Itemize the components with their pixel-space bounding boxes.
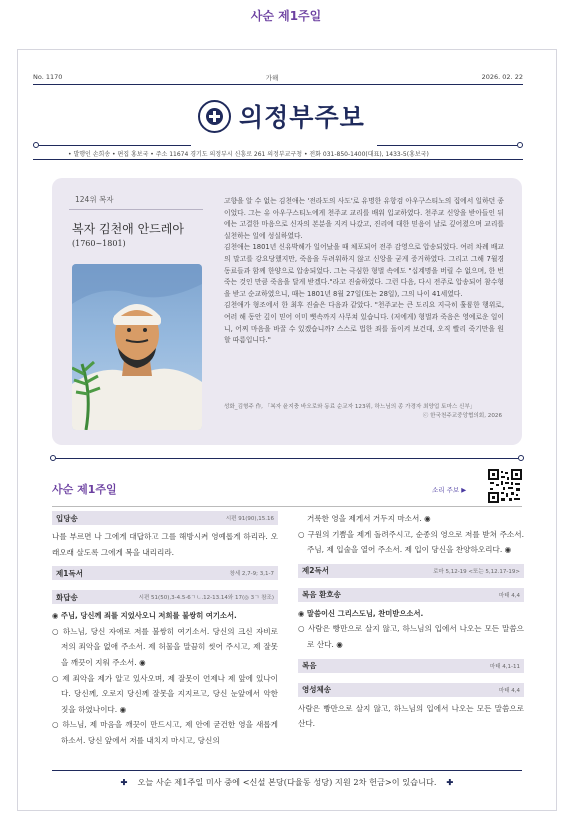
masthead-logo [198, 98, 365, 134]
artwork-credit: 성화_김형주 作, 「복자 윤지충 바오로와 동료 순교자 123위, 하느님의 종 가경자 최양업 토마스 신부」 [224, 404, 476, 410]
masthead-title: 의정부주보 [239, 103, 365, 132]
divider [33, 84, 523, 85]
acclamation-response: ◉ 말씀이신 그리스도님, 찬미받으소서. [298, 608, 424, 618]
gospel-acclamation-label: 복음 환호송 마태 4,4 [298, 588, 524, 602]
entrance-antiphon-text: 나를 부르면 나 그에게 대답하고 그를 해방시켜 영예롭게 하리라. 오래오래 살도록 그에게 복을 내리리라. [52, 532, 278, 557]
issue-date: 2026. 02. 22 [481, 73, 523, 81]
psalm-verse: ○ 제 죄악을 제가 알고 있사오며, 제 잘못이 언제나 제 앞에 있나이다. 당신께, 오로지 당신께 잘못을 지지르고, 당신 눈앞에서 악한 짓을 하였나이다. ◉ [52, 673, 278, 714]
saint-name: 복자 김천애 안드레아 [72, 222, 184, 236]
psalm-verse: 거룩한 영을 제게서 거두지 마소서. ◉ [307, 514, 431, 523]
issue-number: No. 1170 [33, 73, 63, 81]
acclamation-verse: ○ 사람은 빵만으로 살지 않고, 하느님의 입에서 나오는 모든 말씀으로 산다. ◉ [298, 624, 524, 649]
copyright: ⓒ 한국천주교중앙협의회, 2026 [422, 413, 502, 419]
communion-antiphon-text: 사람은 빵만으로 살지 않고, 하느님의 입에서 나오는 모든 말씀으로 산다. [298, 703, 524, 729]
audio-bulletin-link[interactable]: 소리 주보 ▶ [432, 486, 467, 494]
communion-antiphon-label: 영성체송 마태 4,4 [298, 683, 524, 697]
cross-icon: ✚ [120, 777, 128, 787]
masthead-topline [33, 73, 523, 82]
qr-code-icon[interactable] [488, 469, 522, 503]
gospel-label: 복음 마태 4,1-11 [298, 659, 524, 673]
psalm-continuation [298, 511, 524, 558]
saint-biography [224, 196, 504, 347]
image-source [224, 403, 502, 421]
page-heading: 사순 제1주일 [250, 9, 322, 23]
first-reading-label: 제1독서 창세 2,7-9; 3,1-7 [52, 566, 278, 580]
divider [39, 145, 191, 146]
second-reading-label: 제2독서 로마 5,12-19 <또는 5,12.17-19> [298, 564, 524, 578]
liturgy-right-column [298, 511, 524, 732]
announcement-text: 오늘 사순 제1주일 미사 중에 <신설 본당(다율동 성당) 지원 2차 헌금>이 있습니다. [137, 777, 437, 787]
announcement [52, 777, 522, 788]
publisher-credit: • 발행인 손희송 • 편집 홍보국 • 주소 11674 경기도 의정부시 신흥로 261 의정부교구청 • 전화 031-850-1400(대표), 1433-5(홍보국) [68, 151, 429, 158]
saint-years: (1760~1801) [72, 239, 126, 248]
section-title: 사순 제1주일 [52, 483, 117, 496]
psalm-response: ◉ 주님, 당신께 죄를 지었사오니 저희를 불쌍히 여기소서. [52, 611, 237, 621]
ornament-dot [50, 455, 56, 461]
biography-paragraph: 고향을 알 수 없는 김천애는 '전라도의 사도'로 유명한 유항검 아우구스티노의 집에서 일하던 종이었다. 그는 유 아우구스티노에게 천주교 교리를 배워 입교하였다. 천주교 신앙을 받아들인 뒤에는 고결한 마음으로 신자의 본분을 지켜 나갔고, 진리에 대한 믿음이 날로 깊어졌으며 교리를 실천하는 일에 성실하였다. [224, 197, 504, 240]
biography-paragraph: 김천애가 형조에서 한 최후 진술은 다음과 같았다. "천주교는 큰 도리요 지극히 훌륭한 행위로, 여러 해 동안 깊이 믿어 이미 뼛속까지 사무쳐 있습니다. (저에게) 형벌과 죽음은 영예로운 일이니, 어찌 마음을 바꿀 수 있겠습니까? 스스로 법한 죄를 돌이켜 보건대, 오직 빨리 죽기만을 원할 따름입니다." [224, 301, 504, 345]
ornament-dot [33, 142, 39, 148]
divider [377, 145, 517, 146]
divider [33, 159, 523, 160]
responsorial-psalm-label: 화답송 시편 51(50),3-4.5-6ㄱㄴ.12-13.14와 17(◎ 3ㄱ 참조) [52, 590, 278, 604]
divider [56, 458, 518, 459]
entrance-antiphon-label: 입당송 시편 91(90),15.16 [52, 511, 278, 525]
psalm-verse: ○ 하느님, 당신 자애로 저를 불쌍히 여기소서. 당신의 크신 자비로 저의 죄악을 없애 주소서. 제 허물을 말끔히 씻어 주시고, 제 잘못을 깨끗이 지워 주소서. ◉ [52, 626, 278, 667]
divider [52, 506, 522, 507]
liturgy-left-column [52, 511, 278, 749]
saint-tag: 124위 복자 [69, 194, 203, 210]
liturgical-year: 가해 [265, 74, 279, 82]
divider [52, 770, 522, 771]
diocese-seal-icon [198, 100, 231, 133]
psalm-verse: ○ 구원의 기쁨을 제게 돌려주시고, 순종의 영으로 저를 받쳐 주소서. 주님, 제 입술을 열어 주소서. 제 입이 당신을 찬양하오리다. ◉ [298, 529, 524, 555]
ornament-dot [517, 142, 523, 148]
ornament-dot [518, 455, 524, 461]
psalm-verses [52, 624, 278, 749]
psalm-verse: ○ 하느님, 제 마음을 깨끗이 만드시고, 제 안에 굳건한 영을 새롭게 하소서. 당신 앞에서 저를 내치지 마시고, 당신의 [52, 720, 278, 745]
biography-paragraph: 김천애는 1801년 신유박해가 일어났을 때 체포되어 전주 감영으로 압송되었다. 여러 차례 배교의 말고를 강요당했지만, 죽음을 두려워하지 않고 신앙을 굳게 증거하였다. 그리고 그해 7월경 동료들과 함께 한양으로 압송되었다. 그는 극심한 형벌 속에도 "십계명을 버릴 수 없으며, 한 번 죽는 것인 만큼 죽음을 달게 받겠다."라고 진술하였다. 그런 다음, 다시 전주로 압송되어 참수형을 받고 순교하였으니, 때는 1801년 8월 27일(또는 28일), 그의 나이 41세였다. [224, 243, 504, 298]
saint-portrait [72, 264, 202, 430]
cross-icon: ✚ [446, 777, 454, 787]
